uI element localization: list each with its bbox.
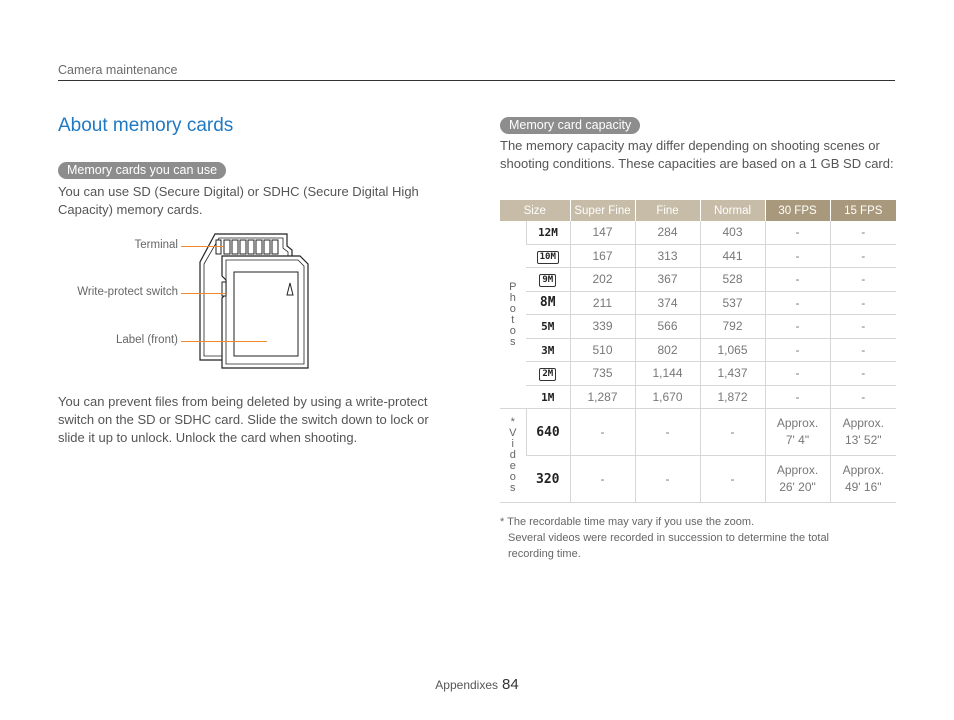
table-row [500,315,896,339]
footer-label: Appendixes [435,678,499,692]
table-cell: 566 [635,315,700,339]
table-cell: - [765,338,830,362]
table-row [500,338,896,362]
size-cell [526,338,570,362]
table-cell: - [830,385,896,409]
table-cell: 735 [570,362,635,386]
table-cell: 510 [570,338,635,362]
footnote-zoom: * The recordable time may vary if you use the zoom. [500,516,755,528]
table-cell: 403 [700,221,765,244]
cards-intro-text: You can use SD (Secure Digital) or SDHC (Secure Digital High Capacity) memory cards. [58,184,419,217]
callout-line-write-protect [181,293,225,294]
table-cell: - [765,221,830,244]
size-cell [526,315,570,339]
write-protect-text: You can prevent files from being deleted by using a write-protect switch on the SD or SDHC card. Slide the switch down to lock or slide it up to unlock. Unlock the card when shooting. [58,394,429,445]
table-cell: 1,437 [700,362,765,386]
capacity-table [500,200,896,503]
table-cell: 802 [635,338,700,362]
table-row [500,291,896,315]
label-terminal: Terminal [134,239,178,251]
table-cell: 147 [570,221,635,244]
table-cell: 1,670 [635,385,700,409]
resolution-8m-icon: 8M [539,295,556,311]
table-cell: 167 [570,244,635,268]
table-cell: 202 [570,268,635,292]
table-cell: 339 [570,315,635,339]
table-cell: - [765,291,830,315]
table-cell: - [570,409,635,456]
resolution-12m-icon: 12M [538,226,558,240]
page-number: 84 [502,676,519,693]
table-cell: Approx. 7' 4" [765,409,830,456]
table-cell: 1,872 [700,385,765,409]
table-cell: 313 [635,244,700,268]
table-cell: - [765,362,830,386]
callout-line-terminal [181,246,223,247]
resolution-10m-icon: 10M [537,251,559,264]
table-cell: - [635,456,700,503]
table-cell: Approx. 13' 52" [830,409,896,456]
table-cell: - [830,244,896,268]
table-cell: Approx. 49' 16" [830,456,896,503]
label-write-protect-switch: Write-protect switch [77,286,178,298]
resolution-5m-icon: 5M [541,320,555,334]
table-cell: - [830,362,896,386]
page-footer [0,676,954,693]
table-cell: 1,144 [635,362,700,386]
header-normal: Normal [700,200,765,221]
video-320-icon: 320 [536,471,560,487]
table-cell: - [830,221,896,244]
table-cell: - [765,268,830,292]
table-cell: 374 [635,291,700,315]
table-cell: - [830,315,896,339]
footnote-succession: Several videos were recorded in succession to determine the total recording time. [508,532,830,560]
table-cell: - [765,385,830,409]
resolution-1m-icon: 1M [541,390,555,404]
size-cell [526,244,570,268]
table-cell: 367 [635,268,700,292]
table-cell: 1,065 [700,338,765,362]
label-front: Label (front) [115,334,178,346]
table-header-row [500,200,896,221]
table-row [500,268,896,292]
table-cell: 537 [700,291,765,315]
header-15fps: 15 FPS [830,200,896,221]
table-cell: 1,287 [570,385,635,409]
resolution-2m-icon: 2M [539,368,556,381]
size-cell [526,456,570,503]
table-cell: - [830,291,896,315]
size-cell [526,385,570,409]
table-cell: - [830,338,896,362]
section-header: Camera maintenance [58,63,178,77]
table-row [500,244,896,268]
table-row [500,221,896,244]
table-cell: 284 [635,221,700,244]
table-cell: - [700,456,765,503]
resolution-3m-icon: 3M [541,343,555,357]
subheading-memory-card-capacity: Memory card capacity [500,117,640,134]
size-cell [526,362,570,386]
videos-group-cell [500,409,526,503]
table-row [500,456,896,503]
resolution-9m-icon: 9M [539,274,556,287]
size-cell [526,268,570,292]
table-cell: - [830,268,896,292]
size-cell [526,291,570,315]
header-30fps: 30 FPS [765,200,830,221]
subheading-cards-you-can-use: Memory cards you can use [58,162,226,179]
capacity-intro-text: The memory capacity may differ depending on shooting scenes or shooting conditions. These capacities are based on a 1 GB SD card: [500,138,894,171]
table-cell: - [765,315,830,339]
table-cell: 792 [700,315,765,339]
table-cell: - [700,409,765,456]
table-row [500,362,896,386]
table-cell: 211 [570,291,635,315]
header-size: Size [500,200,570,221]
callout-line-label [181,341,267,342]
header-super-fine: Super Fine [570,200,635,221]
size-cell [526,409,570,456]
row-group-label: *Videos [509,416,517,494]
table-cell: - [570,456,635,503]
video-640-icon: 640 [536,424,560,440]
table-cell: Approx. 26' 20" [765,456,830,503]
table-cell: 441 [700,244,765,268]
photos-group-cell [500,221,526,409]
table-cell: 528 [700,268,765,292]
header-fine: Fine [635,200,700,221]
table-cell: - [635,409,700,456]
row-group-label: Photos [509,280,517,348]
page-title: About memory cards [58,115,234,136]
table-cell: - [765,244,830,268]
table-row [500,409,896,456]
table-row [500,385,896,409]
size-cell [526,221,570,244]
